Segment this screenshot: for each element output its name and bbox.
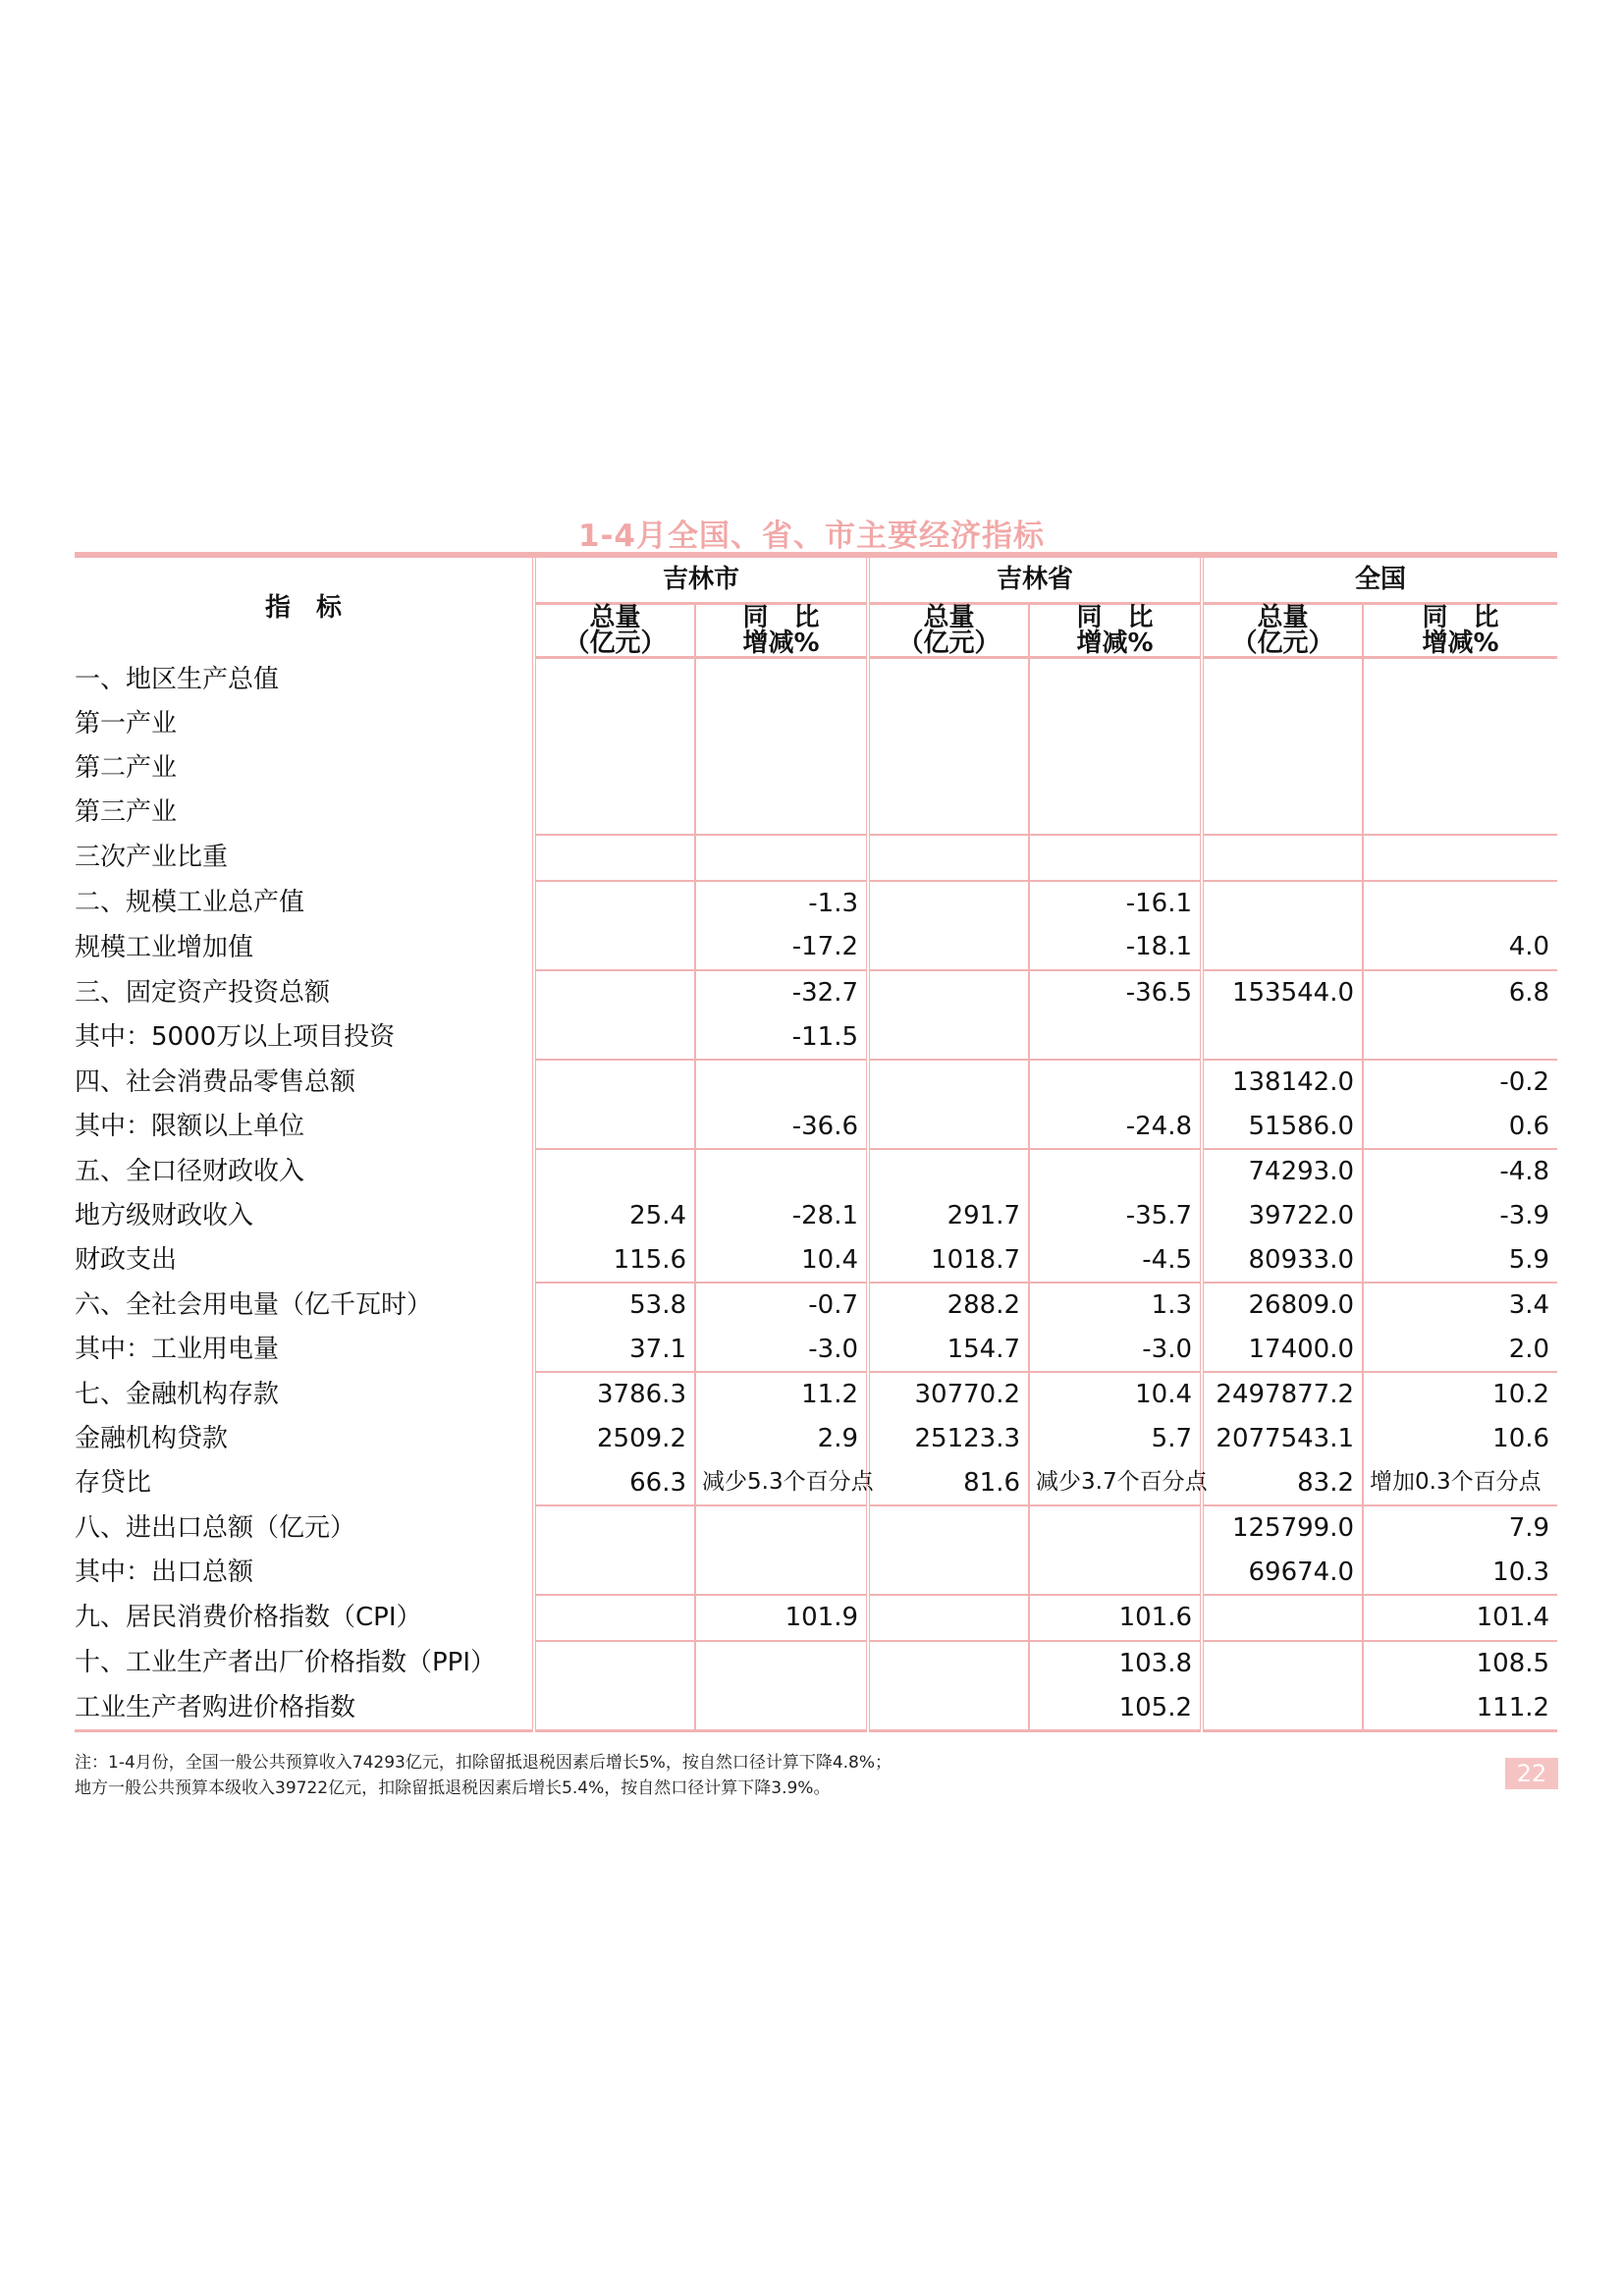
table-row bbox=[75, 1505, 1557, 1551]
yoy-cell: -17.2 bbox=[695, 925, 868, 970]
yoy-cell bbox=[695, 1641, 868, 1686]
total-cell bbox=[1202, 702, 1363, 746]
yoy-cell: -1.3 bbox=[695, 881, 868, 926]
total-cell bbox=[868, 657, 1029, 702]
yoy-cell: 减少5.3个百分点 bbox=[695, 1460, 868, 1505]
yoy-cell bbox=[1363, 790, 1557, 835]
yoy-cell bbox=[695, 702, 868, 746]
total-cell: 2077543.1 bbox=[1202, 1417, 1363, 1461]
yoy-cell bbox=[1029, 746, 1202, 791]
table-row bbox=[75, 925, 1557, 970]
table-row bbox=[75, 1417, 1557, 1461]
yoy-cell bbox=[695, 1060, 868, 1105]
yoy-cell bbox=[695, 1149, 868, 1194]
table-row bbox=[75, 1149, 1557, 1194]
yoy-cell: 2.9 bbox=[695, 1417, 868, 1461]
indicator-label: 七、金融机构存款 bbox=[75, 1379, 280, 1409]
indicator-label: 八、进出口总额（亿元） bbox=[75, 1512, 356, 1543]
table-row bbox=[75, 1460, 1557, 1505]
yoy-cell bbox=[695, 1505, 868, 1551]
total-cell: 2509.2 bbox=[534, 1417, 695, 1461]
total-cell bbox=[534, 881, 695, 926]
total-cell bbox=[534, 1014, 695, 1060]
total-cell bbox=[868, 1105, 1029, 1150]
yoy-cell: 增加0.3个百分点 bbox=[1363, 1460, 1557, 1505]
total-cell bbox=[868, 1550, 1029, 1595]
total-cell bbox=[534, 1685, 695, 1730]
yoy-cell bbox=[1363, 657, 1557, 702]
table-row bbox=[75, 1550, 1557, 1595]
col-yoy-header: 同 比 增减% bbox=[1029, 603, 1202, 657]
total-cell bbox=[868, 1641, 1029, 1686]
table-row bbox=[75, 1105, 1557, 1150]
yoy-cell: 10.6 bbox=[1363, 1417, 1557, 1461]
total-cell: 115.6 bbox=[534, 1237, 695, 1283]
footnote-line: 地方一般公共预算本级收入39722亿元，扣除留抵退税因素后增长5.4%，按自然口径计算下降3.9%。 bbox=[75, 1778, 831, 1798]
table-row bbox=[75, 835, 1557, 881]
yoy-cell: -3.9 bbox=[1363, 1194, 1557, 1238]
total-cell: 125799.0 bbox=[1202, 1505, 1363, 1551]
total-cell bbox=[868, 1149, 1029, 1194]
total-cell: 291.7 bbox=[868, 1194, 1029, 1238]
yoy-cell: 103.8 bbox=[1029, 1641, 1202, 1686]
total-cell: 26809.0 bbox=[1202, 1283, 1363, 1328]
yoy-cell: 10.4 bbox=[1029, 1372, 1202, 1417]
total-cell bbox=[534, 790, 695, 835]
indicator-label: 规模工业增加值 bbox=[75, 932, 254, 962]
table-row bbox=[75, 1641, 1557, 1686]
yoy-cell bbox=[695, 746, 868, 791]
yoy-cell bbox=[695, 657, 868, 702]
total-cell bbox=[868, 1685, 1029, 1730]
total-cell bbox=[1202, 881, 1363, 926]
col-total-header: 总量 （亿元） bbox=[1202, 603, 1363, 657]
col-total-header: 总量 （亿元） bbox=[868, 603, 1029, 657]
total-cell bbox=[1202, 1014, 1363, 1060]
total-cell bbox=[868, 1505, 1029, 1551]
yoy-cell: 10.2 bbox=[1363, 1372, 1557, 1417]
yoy-cell bbox=[1029, 1505, 1202, 1551]
yoy-cell: -4.5 bbox=[1029, 1237, 1202, 1283]
col-yoy-header: 同 比 增减% bbox=[695, 603, 868, 657]
footnote bbox=[75, 1750, 892, 1801]
page-number: 22 bbox=[1505, 1758, 1558, 1789]
total-cell bbox=[1202, 657, 1363, 702]
yoy-cell: -36.6 bbox=[695, 1105, 868, 1150]
indicator-label: 九、居民消费价格指数（CPI） bbox=[75, 1603, 422, 1633]
indicator-table bbox=[75, 552, 1557, 1732]
total-cell: 153544.0 bbox=[1202, 970, 1363, 1015]
yoy-cell: 11.2 bbox=[695, 1372, 868, 1417]
total-cell: 138142.0 bbox=[1202, 1060, 1363, 1105]
yoy-cell: -16.1 bbox=[1029, 881, 1202, 926]
total-cell: 74293.0 bbox=[1202, 1149, 1363, 1194]
table-row bbox=[75, 1372, 1557, 1417]
yoy-cell bbox=[1029, 702, 1202, 746]
yoy-cell: 5.7 bbox=[1029, 1417, 1202, 1461]
yoy-cell bbox=[695, 1550, 868, 1595]
indicator-label: 存贷比 bbox=[75, 1468, 152, 1499]
yoy-cell: -36.5 bbox=[1029, 970, 1202, 1015]
total-cell bbox=[534, 657, 695, 702]
total-cell: 154.7 bbox=[868, 1328, 1029, 1373]
total-cell bbox=[1202, 925, 1363, 970]
total-cell bbox=[534, 970, 695, 1015]
total-cell bbox=[534, 746, 695, 791]
yoy-cell: 10.4 bbox=[695, 1237, 868, 1283]
total-cell bbox=[868, 1060, 1029, 1105]
yoy-cell bbox=[1029, 835, 1202, 881]
yoy-cell: 2.0 bbox=[1363, 1328, 1557, 1373]
yoy-cell: -4.8 bbox=[1363, 1149, 1557, 1194]
total-cell: 53.8 bbox=[534, 1283, 695, 1328]
total-cell bbox=[534, 1595, 695, 1641]
indicator-label: 二、规模工业总产值 bbox=[75, 888, 305, 918]
yoy-cell bbox=[1029, 1550, 1202, 1595]
yoy-cell: -24.8 bbox=[1029, 1105, 1202, 1150]
total-cell: 81.6 bbox=[868, 1460, 1029, 1505]
total-cell bbox=[1202, 746, 1363, 791]
yoy-cell: -11.5 bbox=[695, 1014, 868, 1060]
total-cell bbox=[534, 1505, 695, 1551]
yoy-cell: 101.9 bbox=[695, 1595, 868, 1641]
total-cell: 39722.0 bbox=[1202, 1194, 1363, 1238]
col-yoy-header: 同 比 增减% bbox=[1363, 603, 1557, 657]
total-cell bbox=[1202, 1641, 1363, 1686]
total-cell bbox=[534, 1641, 695, 1686]
total-cell bbox=[868, 835, 1029, 881]
total-cell: 2497877.2 bbox=[1202, 1372, 1363, 1417]
yoy-cell: -18.1 bbox=[1029, 925, 1202, 970]
indicator-label: 一、地区生产总值 bbox=[75, 665, 280, 695]
indicator-label: 第二产业 bbox=[75, 753, 178, 784]
yoy-cell: 4.0 bbox=[1363, 925, 1557, 970]
yoy-cell bbox=[1363, 835, 1557, 881]
table-row bbox=[75, 657, 1557, 702]
total-cell bbox=[868, 746, 1029, 791]
total-cell bbox=[1202, 835, 1363, 881]
total-cell bbox=[534, 925, 695, 970]
indicator-label: 十、工业生产者出厂价格指数（PPI） bbox=[75, 1648, 497, 1678]
total-cell: 288.2 bbox=[868, 1283, 1029, 1328]
col-total-header: 总量 （亿元） bbox=[534, 603, 695, 657]
yoy-cell: 减少3.7个百分点 bbox=[1029, 1460, 1202, 1505]
table-row bbox=[75, 881, 1557, 926]
indicator-label: 财政支出 bbox=[75, 1245, 178, 1276]
total-cell: 83.2 bbox=[1202, 1460, 1363, 1505]
table-row bbox=[75, 790, 1557, 835]
yoy-cell: 101.4 bbox=[1363, 1595, 1557, 1641]
indicator-label: 第一产业 bbox=[75, 709, 178, 739]
total-cell bbox=[868, 881, 1029, 926]
total-cell bbox=[868, 1014, 1029, 1060]
yoy-cell: -3.0 bbox=[695, 1328, 868, 1373]
yoy-cell bbox=[1363, 746, 1557, 791]
total-cell bbox=[534, 1060, 695, 1105]
total-cell bbox=[534, 702, 695, 746]
yoy-cell: -0.7 bbox=[695, 1283, 868, 1328]
region-header-national: 全国 bbox=[1202, 555, 1557, 603]
total-cell: 17400.0 bbox=[1202, 1328, 1363, 1373]
yoy-cell bbox=[1029, 1060, 1202, 1105]
total-cell bbox=[868, 925, 1029, 970]
table-row bbox=[75, 1595, 1557, 1641]
yoy-cell bbox=[1029, 790, 1202, 835]
table-row bbox=[75, 970, 1557, 1015]
table-row bbox=[75, 1237, 1557, 1283]
yoy-cell bbox=[695, 835, 868, 881]
indicator-label: 五、全口径财政收入 bbox=[75, 1156, 305, 1186]
table-row bbox=[75, 1328, 1557, 1373]
total-cell bbox=[1202, 1595, 1363, 1641]
total-cell: 3786.3 bbox=[534, 1372, 695, 1417]
total-cell bbox=[534, 835, 695, 881]
yoy-cell bbox=[1363, 881, 1557, 926]
table-row bbox=[75, 1685, 1557, 1730]
total-cell bbox=[1202, 1685, 1363, 1730]
yoy-cell: 5.9 bbox=[1363, 1237, 1557, 1283]
total-cell: 1018.7 bbox=[868, 1237, 1029, 1283]
total-cell: 51586.0 bbox=[1202, 1105, 1363, 1150]
table-row bbox=[75, 1194, 1557, 1238]
total-cell: 25.4 bbox=[534, 1194, 695, 1238]
indicator-label: 六、全社会用电量（亿千瓦时） bbox=[75, 1289, 433, 1320]
indicator-header: 指 标 bbox=[264, 592, 342, 623]
yoy-cell: 7.9 bbox=[1363, 1505, 1557, 1551]
table-row bbox=[75, 702, 1557, 746]
total-cell bbox=[868, 702, 1029, 746]
yoy-cell: 108.5 bbox=[1363, 1641, 1557, 1686]
total-cell bbox=[868, 1595, 1029, 1641]
yoy-cell: -32.7 bbox=[695, 970, 868, 1015]
total-cell bbox=[868, 970, 1029, 1015]
yoy-cell: -0.2 bbox=[1363, 1060, 1557, 1105]
yoy-cell bbox=[1363, 1014, 1557, 1060]
total-cell: 37.1 bbox=[534, 1328, 695, 1373]
indicator-label: 其中：限额以上单位 bbox=[75, 1112, 305, 1142]
indicator-label: 其中：出口总额 bbox=[75, 1558, 254, 1588]
yoy-cell bbox=[1029, 1014, 1202, 1060]
yoy-cell bbox=[695, 1685, 868, 1730]
region-header-jilin-province: 吉林省 bbox=[868, 555, 1202, 603]
total-cell: 66.3 bbox=[534, 1460, 695, 1505]
total-cell bbox=[534, 1105, 695, 1150]
table-row bbox=[75, 1060, 1557, 1105]
indicator-label: 金融机构贷款 bbox=[75, 1423, 229, 1453]
indicator-label: 其中：工业用电量 bbox=[75, 1335, 280, 1365]
yoy-cell: 10.3 bbox=[1363, 1550, 1557, 1595]
table-row bbox=[75, 1014, 1557, 1060]
footnote-line: 注：1-4月份，全国一般公共预算收入74293亿元，扣除留抵退税因素后增长5%，按自然口径计算下降4.8%； bbox=[75, 1753, 893, 1773]
indicator-label: 四、社会消费品零售总额 bbox=[75, 1066, 356, 1097]
region-header-jilin-city: 吉林市 bbox=[534, 555, 868, 603]
yoy-cell: 1.3 bbox=[1029, 1283, 1202, 1328]
indicator-label: 第三产业 bbox=[75, 797, 178, 828]
page-title: 1-4月全国、省、市主要经济指标 bbox=[577, 519, 1045, 554]
total-cell: 30770.2 bbox=[868, 1372, 1029, 1417]
total-cell: 69674.0 bbox=[1202, 1550, 1363, 1595]
yoy-cell: 3.4 bbox=[1363, 1283, 1557, 1328]
total-cell bbox=[1202, 790, 1363, 835]
yoy-cell: 111.2 bbox=[1363, 1685, 1557, 1730]
indicator-label: 地方级财政收入 bbox=[75, 1201, 254, 1231]
indicator-label: 其中：5000万以上项目投资 bbox=[75, 1022, 396, 1053]
total-cell: 80933.0 bbox=[1202, 1237, 1363, 1283]
yoy-cell: 105.2 bbox=[1029, 1685, 1202, 1730]
total-cell bbox=[534, 1149, 695, 1194]
yoy-cell bbox=[1029, 1149, 1202, 1194]
table-row bbox=[75, 1283, 1557, 1328]
total-cell bbox=[534, 1550, 695, 1595]
total-cell: 25123.3 bbox=[868, 1417, 1029, 1461]
yoy-cell: -28.1 bbox=[695, 1194, 868, 1238]
yoy-cell: 101.6 bbox=[1029, 1595, 1202, 1641]
indicator-label: 工业生产者购进价格指数 bbox=[75, 1685, 534, 1730]
yoy-cell: -35.7 bbox=[1029, 1194, 1202, 1238]
yoy-cell: 0.6 bbox=[1363, 1105, 1557, 1150]
yoy-cell: 6.8 bbox=[1363, 970, 1557, 1015]
yoy-cell bbox=[1363, 702, 1557, 746]
total-cell bbox=[868, 790, 1029, 835]
indicator-label: 三次产业比重 bbox=[75, 843, 229, 873]
table-row bbox=[75, 746, 1557, 791]
yoy-cell bbox=[1029, 657, 1202, 702]
indicator-label: 三、固定资产投资总额 bbox=[75, 977, 331, 1008]
yoy-cell: -3.0 bbox=[1029, 1328, 1202, 1373]
yoy-cell bbox=[695, 790, 868, 835]
